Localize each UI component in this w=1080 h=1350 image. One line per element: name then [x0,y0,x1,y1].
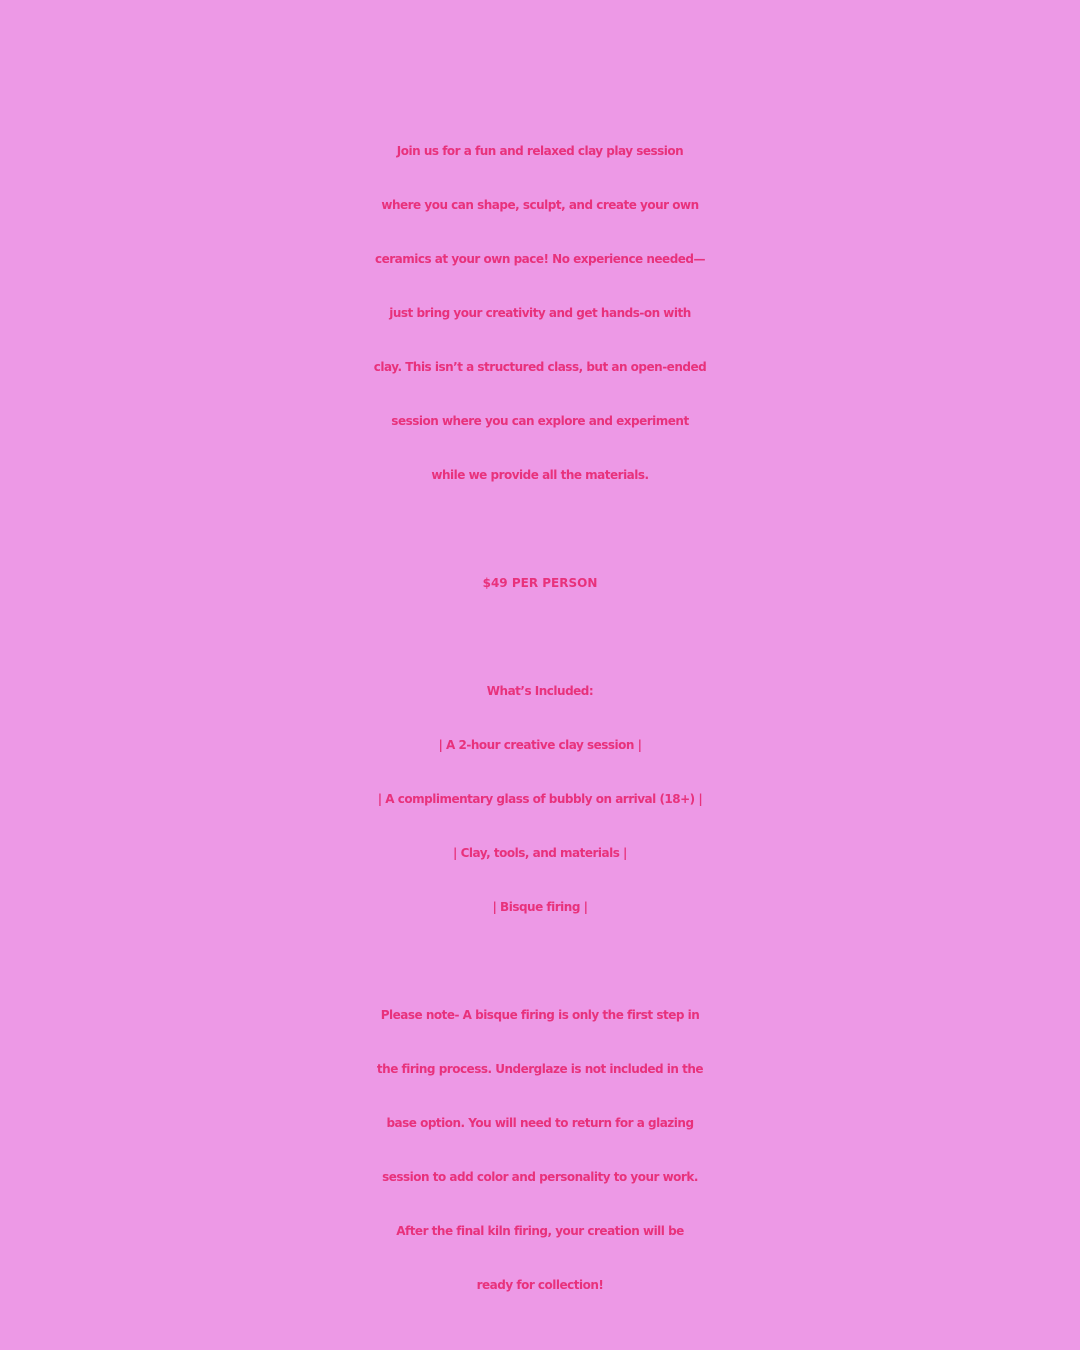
note-line: session to add color and personality to your work. [382,1170,698,1184]
note-line: ready for collection! [476,1278,604,1292]
price-text: $49 PER PERSON [482,576,598,590]
included-item: | A 2-hour creative clay session | [438,738,642,752]
intro-line: just bring your creativity and get hands-on with [389,306,691,320]
note-line: base option. You will need to return for a glazing [386,1116,694,1130]
note-line: Please note- A bisque firing is only the first step in [380,1008,700,1022]
intro-line: where you can shape, sculpt, and create your own [381,198,699,212]
intro-line: while we provide all the materials. [431,468,649,482]
included-item: | Bisque firing | [492,900,588,914]
note-line: the firing process. Underglaze is not included in the [376,1062,704,1076]
intro-line: session where you can explore and experiment [391,414,689,428]
included-heading: What’s Included: [486,684,594,698]
blank-line [0,934,1080,988]
note-line: After the final kiln firing, your creation will be [396,1224,684,1238]
blank-line [0,502,1080,556]
note-paragraph [0,988,1080,1312]
intro-line: clay. This isn’t a structured class, but an open-ended [373,360,707,374]
included-list [0,664,1080,934]
blank-line [0,610,1080,664]
intro-line: ceramics at your own pace! No experience needed— [374,252,706,266]
included-item: | A complimentary glass of bubbly on arrival (18+) | [377,792,703,806]
intro-line: Join us for a fun and relaxed clay play session [396,144,684,158]
price-block [0,556,1080,610]
included-item: | Clay, tools, and materials | [453,846,627,860]
intro-paragraph [0,124,1080,502]
